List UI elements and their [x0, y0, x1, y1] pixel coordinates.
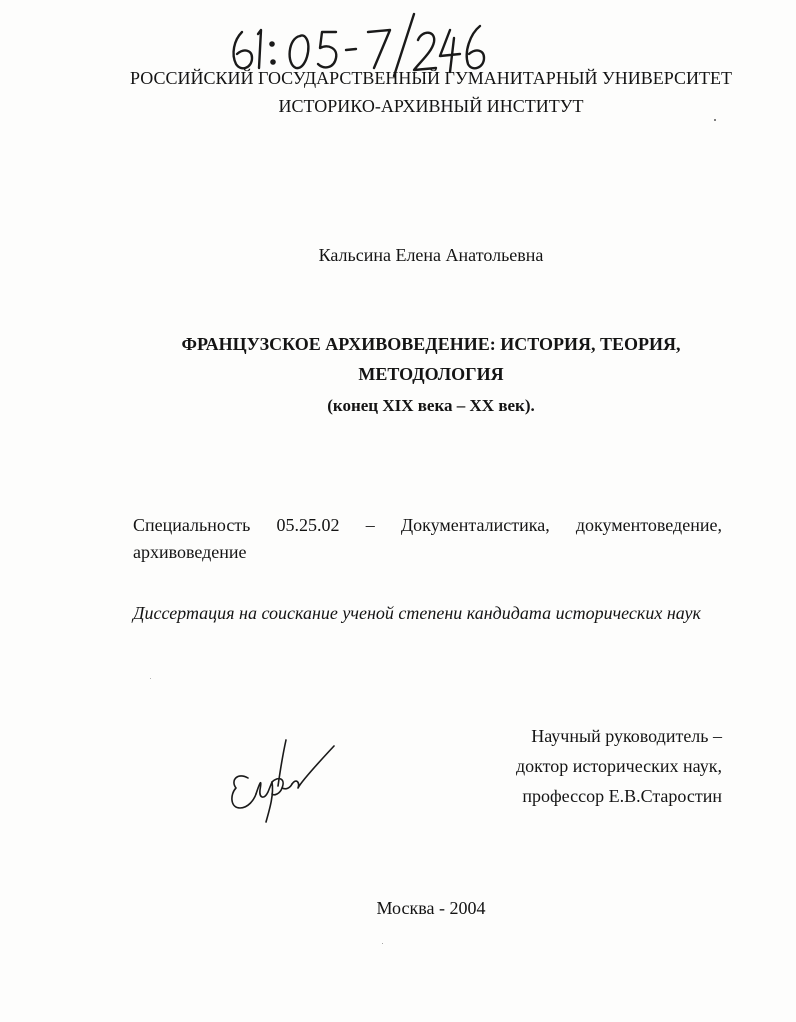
author-signature — [226, 738, 338, 824]
supervisor-role: Научный руководитель – — [531, 726, 722, 746]
thesis-title-line1: ФРАНЦУЗСКОЕ АРХИВОВЕДЕНИЕ: ИСТОРИЯ, ТЕОРИЯ, — [181, 334, 681, 354]
specialty-name-3: архивоведение — [133, 542, 247, 562]
city-and-year: Москва - 2004 — [376, 898, 486, 918]
thesis-title-line2: МЕТОДОЛОГИЯ — [358, 364, 504, 384]
specialty-name-1: Документалистика, — [400, 515, 550, 535]
specialty-line — [133, 515, 722, 536]
thesis-period: (конец XIX века – XX век). — [327, 396, 535, 415]
supervisor-degree: доктор исторических наук, — [516, 756, 722, 776]
scan-speck — [150, 678, 151, 679]
supervisor-block — [462, 721, 722, 811]
specialty-dash: – — [365, 515, 375, 535]
specialty-label: Специальность — [133, 515, 251, 535]
scan-speck — [382, 943, 383, 944]
author-name: Кальсина Елена Анатольевна — [318, 245, 544, 265]
specialty-name-2: документоведение, — [575, 515, 722, 535]
scan-speck — [714, 119, 716, 121]
dissertation-statement: Диссертация на соискание ученой степени кандидата исторических наук — [133, 603, 701, 623]
supervisor-name: профессор Е.В.Старостин — [522, 786, 722, 806]
institute-name: ИСТОРИКО-АРХИВНЫЙ ИНСТИТУТ — [278, 96, 584, 116]
university-name: РОССИЙСКИЙ ГОСУДАРСТВЕННЫЙ ГУМАНИТАРНЫЙ УНИВЕРСИТЕТ — [130, 68, 732, 88]
specialty-code: 05.25.02 — [276, 515, 340, 535]
